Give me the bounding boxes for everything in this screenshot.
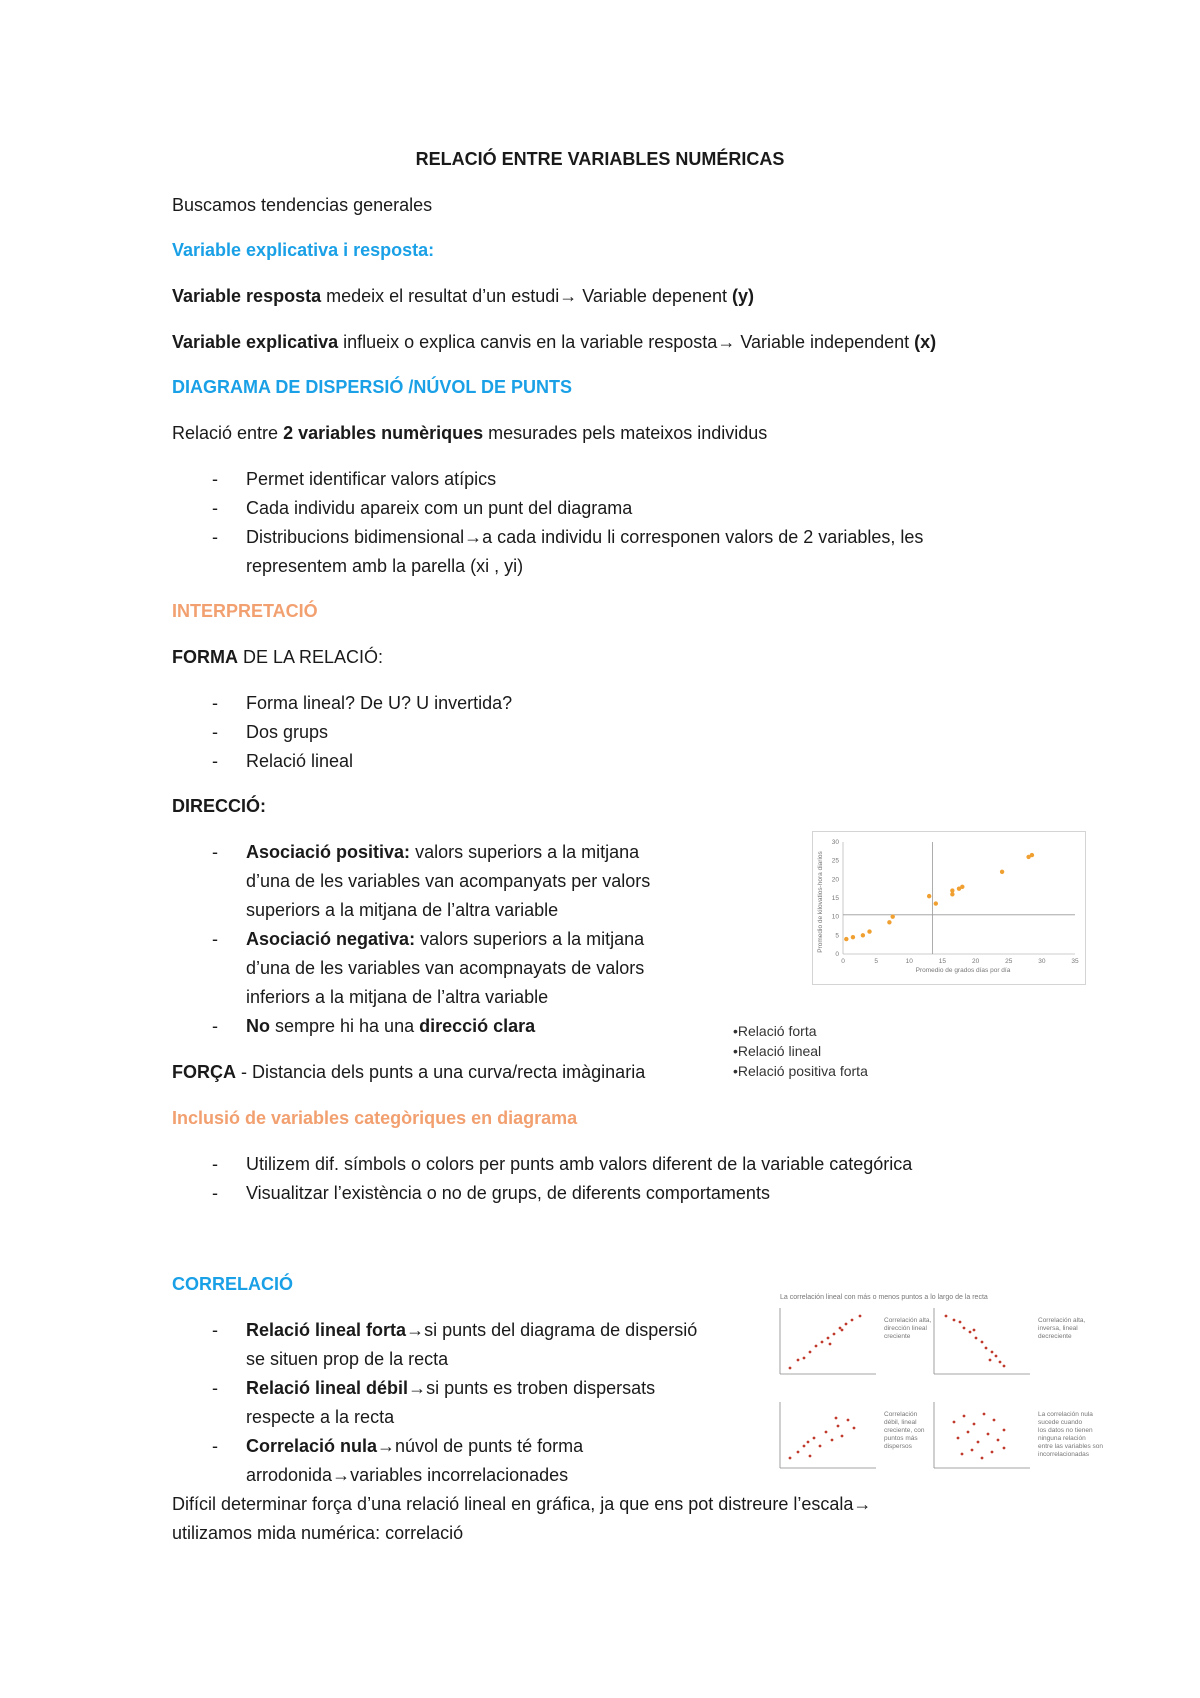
panel-point <box>819 1445 822 1448</box>
scatter-chart <box>813 832 1085 984</box>
panel-point <box>971 1449 974 1452</box>
y-tick-label: 5 <box>835 932 839 940</box>
panel-caption-text: inversa, lineal <box>1038 1325 1078 1332</box>
bullet-dash: - <box>212 1154 218 1174</box>
line-relacio: Relació entre 2 variables numèriques mesurades pels mateixos individus <box>172 423 768 443</box>
panel-caption-text: dirección lineal <box>884 1325 927 1332</box>
bullet-dash: - <box>212 693 218 713</box>
scatter-point <box>960 885 964 889</box>
panel-point <box>991 1351 994 1354</box>
panel-point <box>981 1341 984 1344</box>
panel-point <box>813 1437 816 1440</box>
list-item: Correlació nula→núvol de punts té forma <box>246 1436 584 1456</box>
x-tick-label: 5 <box>874 958 878 965</box>
bullet-dash: - <box>212 1436 218 1456</box>
panel-caption-text: Correlación alta, <box>1038 1317 1086 1324</box>
bullet-dash: - <box>212 1016 218 1036</box>
panel-caption-text: los datos no tienen <box>1038 1427 1093 1434</box>
panel-caption-text: puntos más <box>884 1435 918 1442</box>
panel-point <box>803 1357 806 1360</box>
heading-diagrama: DIAGRAMA DE DISPERSIÓ /NÚVOL DE PUNTS <box>172 377 573 397</box>
panel-point <box>957 1437 960 1440</box>
list-item: Forma lineal? De U? U invertida? <box>246 693 513 713</box>
arrow-right-icon: → <box>332 1465 351 1485</box>
bullet-dash: - <box>212 527 218 547</box>
arrow-right-icon: → <box>853 1494 872 1514</box>
list-item: No sempre hi ha una direcció clara <box>246 1016 536 1036</box>
panel-point <box>961 1453 964 1456</box>
bullet-dash: - <box>212 469 218 489</box>
list-item: Distribucions bidimensional→a cada individu li corresponen valors de 2 variables, les <box>246 527 924 547</box>
panel-point <box>969 1331 972 1334</box>
x-tick-label: 20 <box>971 958 980 965</box>
line-forca: FORÇA - Distancia dels punts a una curva/recta imàginaria <box>172 1062 646 1082</box>
y-tick-label: 25 <box>831 857 839 865</box>
page-title: RELACIÓ ENTRE VARIABLES NUMÉRICAS <box>415 149 785 169</box>
panel-caption-text: ninguna relación <box>1038 1435 1086 1442</box>
y-tick-label: 30 <box>831 839 839 846</box>
panel-point <box>815 1345 818 1348</box>
panel-caption-text: dispersos <box>884 1443 912 1450</box>
panel-point <box>953 1421 956 1424</box>
list-item-continuation: arrodonida→variables incorrelacionades <box>246 1465 569 1485</box>
panel-point <box>993 1419 996 1422</box>
line-resposta: Variable resposta medeix el resultat d’un estudi→ Variable depenent (y) <box>172 286 755 306</box>
panel-point <box>847 1419 850 1422</box>
y-tick-label: 10 <box>831 913 839 921</box>
bullet-dash: - <box>212 751 218 771</box>
y-tick-label: 0 <box>835 951 839 958</box>
list-item: Relació lineal débil→si punts es troben dispersats <box>246 1378 656 1398</box>
heading-interpretacio: INTERPRETACIÓ <box>172 601 318 621</box>
list-item: Relació lineal forta→si punts del diagrama de dispersió <box>246 1320 698 1340</box>
x-tick-label: 30 <box>1038 958 1046 965</box>
bullet-dash: - <box>212 722 218 742</box>
panel-point <box>853 1427 856 1430</box>
heading-correlacio: CORRELACIÓ <box>172 1274 293 1294</box>
arrow-right-icon: → <box>377 1436 396 1456</box>
panel-point <box>797 1359 800 1362</box>
scatter-point <box>1000 870 1004 874</box>
correlation-panels-figure <box>776 1290 1104 1490</box>
panel-point <box>989 1359 992 1362</box>
list-item: Dos grups <box>246 722 329 742</box>
arrow-right-icon: → <box>559 286 578 306</box>
panel-point <box>963 1415 966 1418</box>
panel-point <box>789 1367 792 1370</box>
list-item: Visualitzar l’existència o no de grups, de diferents comportaments <box>246 1183 770 1203</box>
list-item-continuation: representem amb la parella (xi , yi) <box>246 556 524 576</box>
panel-caption-text: sucede cuando <box>1038 1419 1083 1426</box>
x-tick-label: 10 <box>905 958 913 965</box>
bullet-dash: - <box>212 1183 218 1203</box>
panel-caption-text: incorrelacionadas <box>1038 1451 1089 1458</box>
panel-point <box>987 1433 990 1436</box>
panel-point <box>995 1355 998 1358</box>
scatter-point <box>887 920 891 924</box>
list-item: Cada individu apareix com un punt del diagrama <box>246 498 633 518</box>
arrow-right-icon: → <box>717 332 736 352</box>
panel-point <box>983 1413 986 1416</box>
panel-point <box>997 1439 1000 1442</box>
panel-caption-text: creciente <box>884 1333 911 1340</box>
panel-point <box>981 1457 984 1460</box>
list-item-continuation: inferiors a la mitjana de l’altra variable <box>246 987 549 1007</box>
panel-point <box>809 1455 812 1458</box>
heading-explicativa: Variable explicativa i resposta: <box>172 240 435 260</box>
list-item: Permet identificar valors atípics <box>246 469 497 489</box>
bullet-dash: - <box>212 1320 218 1340</box>
bullet-dash: - <box>212 498 218 518</box>
scatter-point <box>844 937 848 941</box>
scatter-point <box>861 933 865 937</box>
scatter-point <box>934 901 938 905</box>
panel-point <box>809 1351 812 1354</box>
arrow-right-icon: → <box>464 527 483 547</box>
bullet-dash: - <box>212 842 218 862</box>
scatter-point <box>891 914 895 918</box>
panel-point <box>963 1327 966 1330</box>
panel-point <box>829 1343 832 1346</box>
panel-caption-text: decreciente <box>1038 1333 1072 1340</box>
list-item-continuation: superiors a la mitjana de l’altra variable <box>246 900 559 920</box>
panel-point <box>985 1347 988 1350</box>
panel-point <box>837 1425 840 1428</box>
heading-inclusio: Inclusió de variables categòriques en diagrama <box>172 1108 578 1128</box>
panel-caption-text: débil, lineal <box>884 1419 917 1426</box>
final-line-2: utilizamos mida numérica: correlació <box>172 1523 464 1543</box>
intro-line: Buscamos tendencias generales <box>172 195 433 215</box>
y-tick-label: 20 <box>831 876 839 884</box>
panel-point <box>831 1439 834 1442</box>
bullet-dash: - <box>212 929 218 949</box>
x-tick-label: 25 <box>1005 958 1013 965</box>
panel-point <box>827 1337 830 1340</box>
panel-point <box>803 1445 806 1448</box>
panel-point <box>841 1435 844 1438</box>
correlation-panels <box>776 1290 1104 1490</box>
subheading-direccio: DIRECCIÓ: <box>172 796 266 816</box>
x-tick-label: 35 <box>1071 958 1079 965</box>
list-item: Relació lineal <box>246 751 354 771</box>
panel-caption-text: La correlación nula <box>1038 1411 1093 1418</box>
figure-heading: La correlación lineal con más o menos puntos a lo largo de la recta <box>780 1294 988 1301</box>
x-axis-label: Promedio de grados días por día <box>915 967 1011 974</box>
panel-point <box>851 1319 854 1322</box>
panel-point <box>789 1457 792 1460</box>
panel-point <box>953 1319 956 1322</box>
panel-point <box>845 1323 848 1326</box>
panel-point <box>1003 1447 1006 1450</box>
panel-point <box>973 1423 976 1426</box>
arrow-right-icon: → <box>406 1320 425 1340</box>
panel-point <box>807 1441 810 1444</box>
panel-point <box>825 1431 828 1434</box>
panel-point <box>999 1361 1002 1364</box>
arrow-right-icon: → <box>408 1378 427 1398</box>
scatter-point <box>1030 853 1034 857</box>
figure-caption: •Relació lineal <box>733 1043 822 1059</box>
panel-point <box>1003 1365 1006 1368</box>
panel-point <box>1003 1429 1006 1432</box>
list-item: Asociació negativa: valors superiors a la mitjana <box>246 929 645 949</box>
list-item-continuation: d’una de les variables van acompnayats de valors <box>246 958 645 978</box>
line-explicativa: Variable explicativa influeix o explica canvis en la variable resposta→ Variable independent (x) <box>172 332 937 352</box>
panel-point <box>835 1417 838 1420</box>
list-item: Asociació positiva: valors superiors a la mitjana <box>246 842 640 862</box>
x-tick-label: 15 <box>938 958 947 965</box>
subheading-forma: FORMA DE LA RELACIÓ: <box>172 647 384 667</box>
scatter-point <box>927 894 931 898</box>
scatter-point <box>851 935 855 939</box>
panel-caption-text: Correlación alta, <box>884 1317 932 1324</box>
list-item-continuation: se situen prop de la recta <box>246 1349 449 1369</box>
bullet-dash: - <box>212 1378 218 1398</box>
list-item: Utilizem dif. símbols o colors per punts amb valors diferent de la variable categórica <box>246 1154 913 1174</box>
y-axis-label: Promedio de kilovatios-hora diarios <box>817 851 824 953</box>
panel-point <box>967 1431 970 1434</box>
list-item-continuation: d’una de les variables van acompanyats per valors <box>246 871 651 891</box>
scatter-point <box>950 888 954 892</box>
panel-point <box>797 1451 800 1454</box>
panel-point <box>991 1451 994 1454</box>
panel-caption-text: creciente, con <box>884 1427 925 1434</box>
figure-caption: •Relació forta <box>733 1023 817 1039</box>
panel-point <box>833 1333 836 1336</box>
scatter-chart-figure <box>812 831 1086 985</box>
scatter-point <box>867 929 871 933</box>
panel-point <box>839 1327 842 1330</box>
x-tick-label: 0 <box>841 958 845 965</box>
panel-point <box>859 1315 862 1318</box>
panel-point <box>959 1321 962 1324</box>
panel-point <box>977 1441 980 1444</box>
panel-caption-text: entre las variables son <box>1038 1443 1104 1450</box>
final-line-1: Difícil determinar força d’una relació lineal en gráfica, ja que ens pot distreure l’escala→ <box>172 1494 872 1514</box>
y-tick-label: 15 <box>831 895 839 902</box>
panel-point <box>973 1329 976 1332</box>
panel-point <box>945 1315 948 1318</box>
panel-point <box>821 1341 824 1344</box>
panel-point <box>975 1337 978 1340</box>
panel-point <box>841 1329 844 1332</box>
list-item-continuation: respecte a la recta <box>246 1407 395 1427</box>
panel-caption-text: Correlación <box>884 1411 918 1418</box>
figure-caption: •Relació positiva forta <box>733 1063 868 1079</box>
